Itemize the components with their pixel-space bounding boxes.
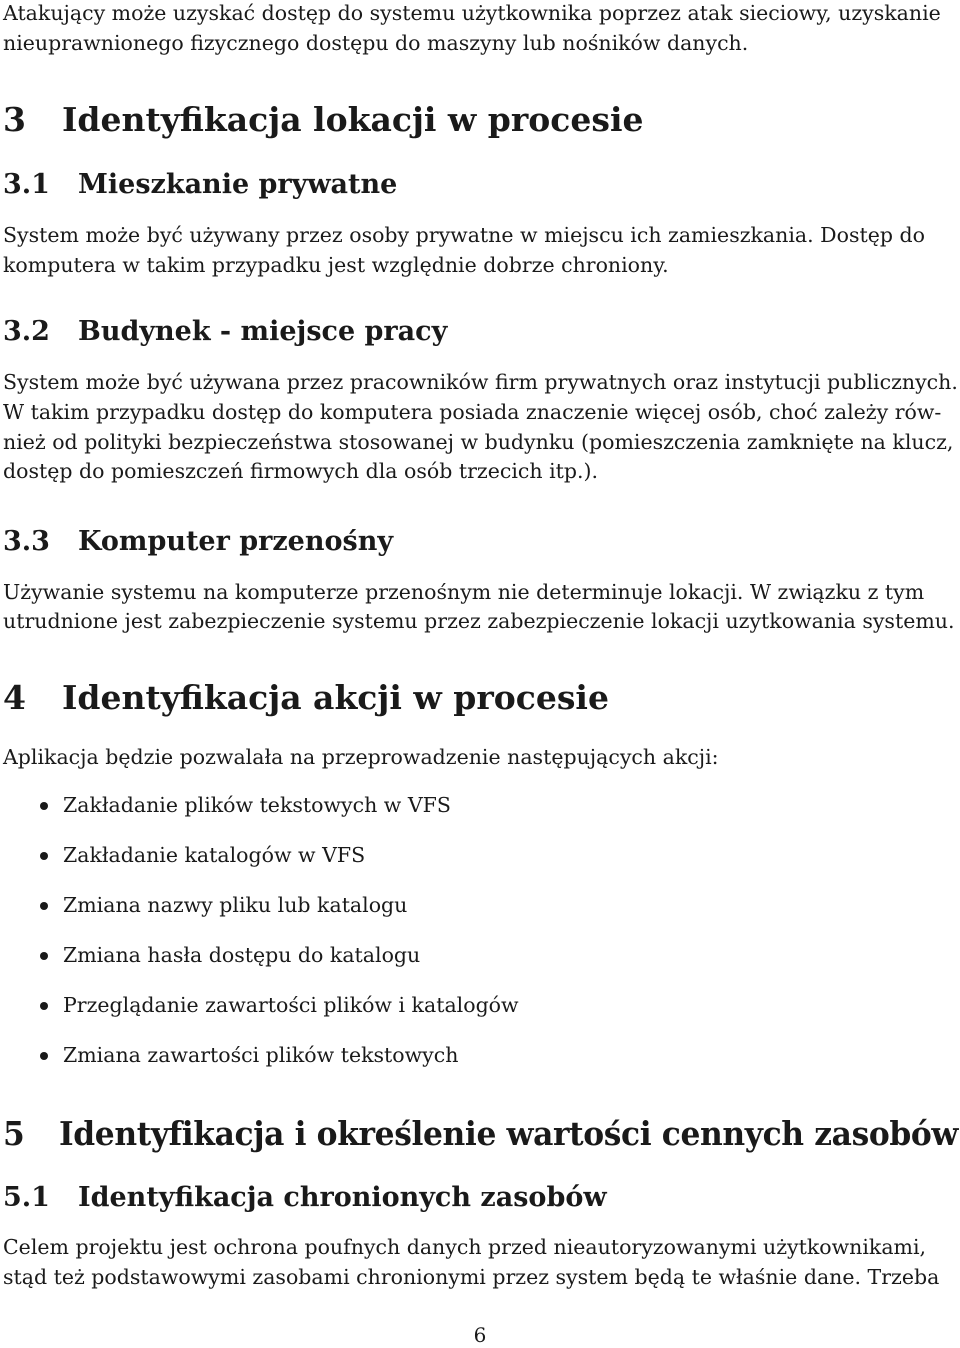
subsection-title: Komputer przenośny (78, 526, 394, 557)
paragraph-line: System może być używany przez osoby prywatne w miejscu ich zamieszkania. Dostęp do (3, 223, 925, 247)
section-title: Identyfikacja lokacji w procesie (62, 100, 644, 139)
paragraph-line: Celem projektu jest ochrona poufnych danych przed nieautoryzowanymi użytkownikami, (3, 1235, 927, 1259)
bullet-icon (40, 952, 48, 960)
section-5-heading (3, 1114, 958, 1154)
subsection-number: 5.1 (3, 1182, 50, 1213)
subsection-title: Budynek - miejsce pracy (78, 316, 448, 347)
section-3-heading (3, 100, 643, 140)
paragraph-line: Używanie systemu na komputerze przenośnym nie determinuje lokacji. W związku z tym (3, 580, 925, 604)
list-item (0, 885, 960, 935)
section-title: Identyfikacja akcji w procesie (62, 678, 609, 717)
list-item (0, 985, 960, 1035)
subsection-number: 3.2 (3, 316, 50, 347)
paragraph-line: stąd też podstawowymi zasobami chronionymi przez system będą te właśnie dane. Trzeba (3, 1265, 940, 1289)
paragraph-line: komputera w takim przypadku jest względnie dobrze chroniony. (3, 253, 669, 277)
bullet-icon (40, 802, 48, 810)
paragraph-line: nież od polityki bezpieczeństwa stosowanej w budynku (pomieszczenia zamknięte na klucz, (3, 430, 954, 454)
bullet-icon (40, 1052, 48, 1060)
list-item (0, 935, 960, 985)
subsection-title: Mieszkanie prywatne (78, 169, 398, 200)
list-item-text: Przeglądanie zawartości plików i katalogów (63, 993, 519, 1017)
intro-line-1: Atakujący może uzyskać dostęp do systemu użytkownika poprzez atak sieciowy, uzyskanie (3, 1, 941, 25)
section-number: 4 (3, 678, 26, 717)
section-number: 5 (3, 1114, 25, 1153)
section-number: 3 (3, 100, 26, 139)
paragraph-line: System może być używana przez pracowników firm prywatnych oraz instytucji publicznych. (3, 370, 958, 394)
bullet-icon (40, 852, 48, 860)
subsection-number: 3.3 (3, 526, 50, 557)
subsection-5-1-heading (3, 1181, 607, 1215)
intro-line-2: nieuprawnionego fizycznego dostępu do maszyny lub nośników danych. (3, 31, 749, 55)
subsection-3-1-heading (3, 168, 397, 202)
list-item (0, 785, 960, 835)
list-item-text: Zmiana hasła dostępu do katalogu (63, 943, 421, 967)
list-item (0, 1035, 960, 1085)
subsection-3-2-heading (3, 315, 447, 349)
list-item-text: Zmiana nazwy pliku lub katalogu (63, 893, 408, 917)
list-item-text: Zakładanie plików tekstowych w VFS (63, 793, 451, 817)
paragraph-line: utrudnione jest zabezpieczenie systemu przez zabezpieczenie lokacji uzytkowania systemu. (3, 609, 955, 633)
section-title: Identyfikacja i określenie wartości cennych zasobów (59, 1114, 958, 1153)
subsection-3-3-heading (3, 525, 393, 559)
subsection-title: Identyfikacja chronionych zasobów (78, 1182, 607, 1213)
paragraph-line: W takim przypadku dostęp do komputera posiada znaczenie więcej osób, choć zależy rów- (3, 400, 942, 424)
subsection-number: 3.1 (3, 169, 50, 200)
list-item-text: Zmiana zawartości plików tekstowych (63, 1043, 459, 1067)
bullet-icon (40, 902, 48, 910)
section-4-heading (3, 678, 609, 718)
list-item-text: Zakładanie katalogów w VFS (63, 843, 366, 867)
page-number: 6 (473, 1323, 487, 1347)
bullet-icon (40, 1002, 48, 1010)
list-item (0, 835, 960, 885)
paragraph-line: Aplikacja będzie pozwalała na przeprowadzenie następujących akcji: (3, 745, 719, 769)
paragraph-line: dostęp do pomieszczeń firmowych dla osób trzecich itp.). (3, 459, 599, 483)
actions-list (0, 785, 960, 1085)
